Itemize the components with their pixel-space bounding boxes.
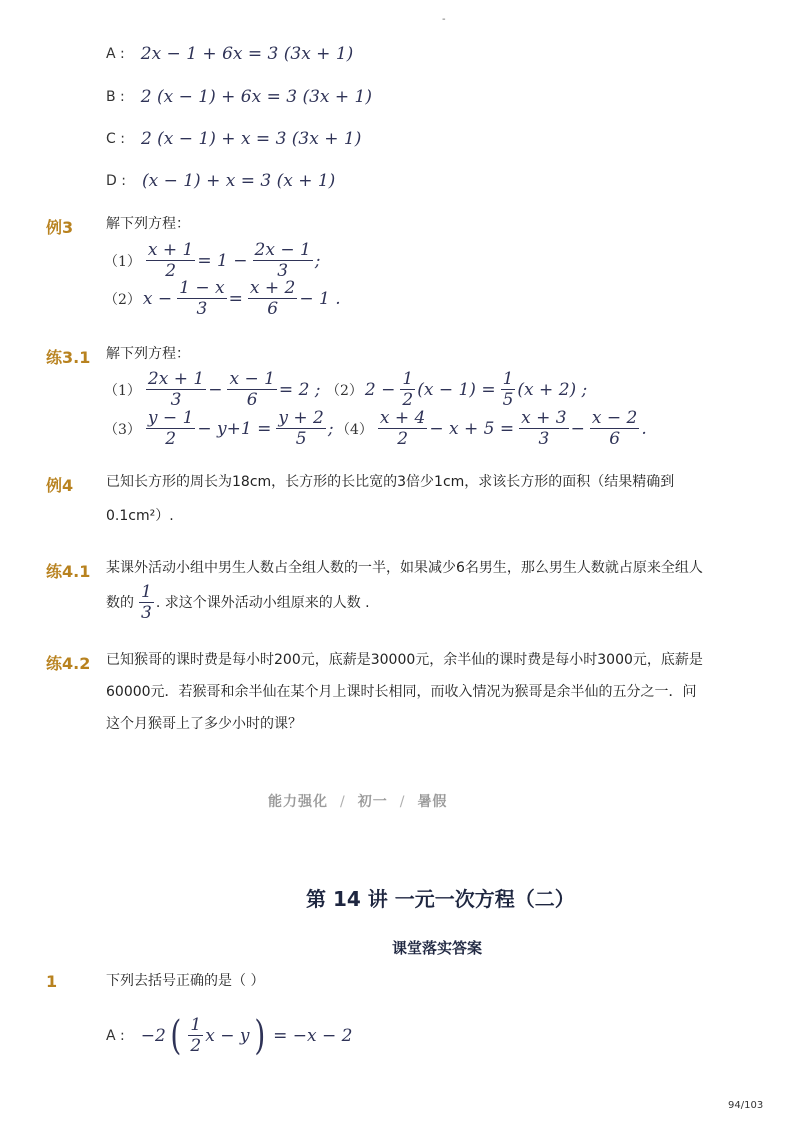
eq-mid: = 1 − — [197, 250, 248, 271]
numerator: 1 − x — [179, 278, 225, 298]
practice-4-2-tag: 练4.2 — [46, 654, 91, 673]
eq-mid: − — [208, 379, 223, 400]
numerator: 1 — [141, 582, 152, 602]
numerator: 1 — [502, 369, 514, 389]
numerator: 2x − 1 — [254, 240, 311, 260]
numerator: y + 2 — [278, 408, 324, 428]
practice-3-1-tag: 练3.1 — [46, 348, 91, 367]
question-1-number: 1 — [46, 972, 58, 991]
denominator: 6 — [246, 390, 258, 410]
denominator: 3 — [538, 429, 550, 449]
option-a-expression: 2x − 1 + 6x = 3 (3x + 1) — [140, 44, 354, 64]
eq-post: = −x − 2 — [273, 1025, 353, 1046]
fraction — [248, 278, 297, 319]
numerator: x + 3 — [521, 408, 567, 428]
eq-label: （4） — [336, 421, 373, 438]
eq-pre: −2 — [140, 1025, 166, 1046]
line-text: 数的 — [106, 594, 134, 611]
numerator: 1 — [190, 1015, 202, 1035]
eq-end: − 1 . — [299, 288, 341, 309]
fraction — [146, 240, 195, 281]
example-4-tag: 例4 — [46, 476, 74, 495]
denominator: 5 — [295, 429, 307, 449]
fraction — [146, 408, 195, 449]
lecture-title: 第 14 讲 一元一次方程（二） — [306, 887, 575, 911]
denominator: 3 — [170, 390, 182, 410]
option-a-label: A : — [106, 1027, 125, 1044]
numerator: x + 2 — [249, 278, 296, 298]
fraction — [177, 278, 226, 319]
option-d-expression: (x − 1) + x = 3 (x + 1) — [141, 171, 336, 191]
eq-pre: 2 − — [364, 379, 396, 400]
denominator: 3 — [141, 603, 152, 623]
breadcrumb-separator: / — [399, 794, 406, 810]
numerator: 1 — [402, 369, 414, 389]
eq-end: = 2 ; — [278, 379, 321, 400]
denominator: 2 — [190, 1036, 202, 1056]
denominator: 6 — [609, 429, 621, 449]
eq-mid: − x + 5 = — [429, 418, 515, 439]
denominator: 3 — [277, 261, 289, 281]
numerator: x − 2 — [591, 408, 638, 428]
option-c-expression: 2 (x − 1) + x = 3 (3x + 1) — [140, 129, 362, 149]
eq-end: ; — [327, 418, 334, 439]
practice-4-2-line2: 60000元．若猴哥和余半仙在某个月上课时长相同，而收入情况为猴哥是余半仙的五分之一．问 — [106, 684, 697, 700]
eq-pre: x − — [142, 288, 173, 309]
eq-label: （2） — [104, 291, 141, 308]
practice-4-1-line1: 某课外活动小组中男生人数占全组人数的一半，如果减少6名男生，那么男生人数就占原来全组人 — [106, 560, 703, 576]
eq-inner: x − y — [205, 1025, 250, 1046]
eq-mid: (x − 1) = — [417, 379, 496, 400]
practice-4-1-line2 — [106, 582, 372, 623]
denominator: 2 — [165, 429, 177, 449]
breadcrumb-item: 初一 — [357, 794, 388, 810]
eq-label: （3） — [104, 421, 141, 438]
fraction — [253, 240, 313, 281]
option-b-label: B : — [106, 89, 125, 105]
page-top-mark: - — [442, 14, 446, 25]
eq-label: （2） — [326, 382, 363, 399]
denominator: 6 — [267, 299, 279, 319]
example-4-line1: 已知长方形的周长为18cm，长方形的长比宽的3倍少1cm，求该长方形的面积（结果精确到 — [106, 474, 675, 490]
eq-end: (x + 2) ; — [517, 379, 588, 400]
practice-4-2-line1: 已知猴哥的课时费是每小时200元，底薪是30000元，余半仙的课时费是每小时3000元，底薪是 — [106, 652, 703, 668]
eq-label: （1） — [104, 382, 141, 399]
option-a-label: A : — [106, 46, 125, 62]
breadcrumb-item: 暑假 — [417, 794, 448, 810]
eq-mid: − y+1 = — [197, 418, 272, 439]
eq-mid: − — [570, 418, 585, 439]
option-b-expression: 2 (x − 1) + 6x = 3 (3x + 1) — [140, 87, 372, 107]
eq-mid: = — [228, 288, 243, 309]
fraction — [400, 369, 415, 410]
footer-breadcrumb — [268, 791, 447, 811]
option-a — [106, 44, 355, 64]
option-d — [106, 171, 337, 191]
fraction — [188, 1015, 203, 1056]
numerator: x − 1 — [229, 369, 275, 389]
line-text: . 求这个课外活动小组原来的人数 . — [155, 594, 370, 611]
left-paren-icon: ( — [170, 1012, 182, 1059]
practice-3-1-eq4 — [336, 408, 649, 449]
question-1-text: 下列去括号正确的是（ ） — [106, 973, 265, 989]
right-paren-icon: ) — [253, 1012, 265, 1059]
example-4-line2: 0.1cm²）. — [106, 508, 174, 524]
question-1-option-a — [106, 1012, 354, 1059]
fraction — [501, 369, 516, 410]
numerator: 2x + 1 — [147, 369, 205, 389]
option-c — [106, 129, 363, 149]
fraction — [378, 408, 427, 449]
practice-3-1-eq1 — [104, 369, 323, 410]
denominator: 2 — [402, 390, 414, 410]
practice-3-1-intro: 解下列方程： — [106, 346, 190, 362]
example-3-eq1 — [104, 240, 323, 281]
numerator: x + 1 — [147, 240, 194, 260]
practice-4-1-tag: 练4.1 — [46, 562, 91, 581]
option-c-label: C : — [106, 131, 125, 147]
fraction — [139, 582, 154, 623]
denominator: 2 — [397, 429, 409, 449]
page-number: 94/103 — [728, 1100, 764, 1111]
denominator: 5 — [502, 390, 514, 410]
fraction — [227, 369, 276, 410]
example-3-tag: 例3 — [46, 218, 74, 237]
option-b — [106, 87, 374, 107]
fraction — [146, 369, 206, 410]
practice-3-1-eq3 — [104, 408, 336, 449]
eq-label: （1） — [104, 253, 141, 270]
option-d-label: D : — [106, 173, 126, 189]
eq-end: ; — [314, 250, 321, 271]
eq-end: . — [641, 418, 647, 439]
denominator: 3 — [196, 299, 208, 319]
practice-3-1-eq2 — [326, 369, 589, 410]
numerator: y − 1 — [147, 408, 194, 428]
example-3-eq2 — [104, 278, 343, 319]
denominator: 2 — [165, 261, 177, 281]
breadcrumb-item: 能力强化 — [268, 794, 328, 810]
numerator: x + 4 — [379, 408, 426, 428]
fraction — [590, 408, 639, 449]
breadcrumb-separator: / — [340, 794, 346, 810]
fraction — [519, 408, 568, 449]
practice-4-2-line3: 这个月猴哥上了多少小时的课？ — [106, 716, 302, 732]
fraction — [276, 408, 325, 449]
answers-title: 课堂落实答案 — [392, 939, 483, 957]
example-3-intro: 解下列方程： — [106, 216, 190, 232]
